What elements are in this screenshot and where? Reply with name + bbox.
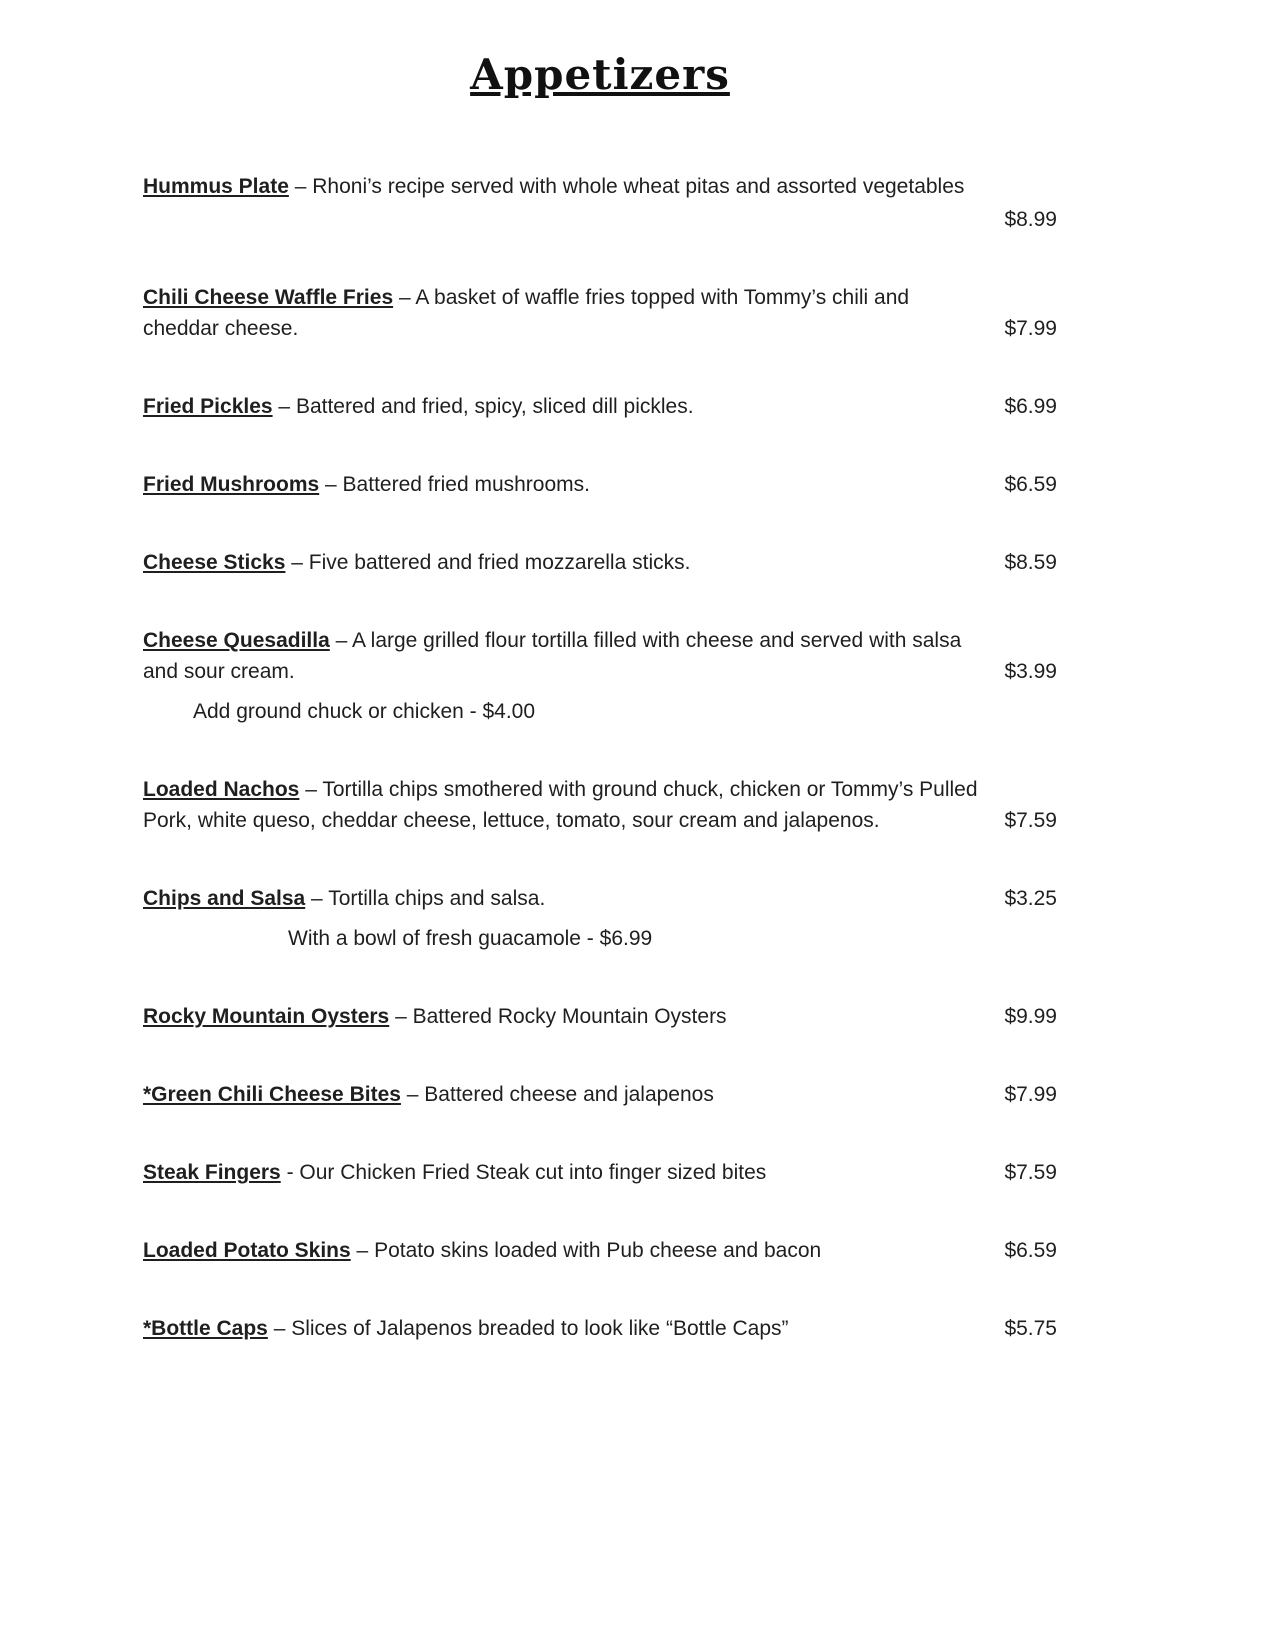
item-description: Battered and fried, spicy, sliced dill pickles. bbox=[295, 395, 694, 418]
item-description: Rhoni’s recipe served with whole wheat pitas and assorted vegetables bbox=[312, 175, 965, 198]
item-name: Rocky Mountain Oysters bbox=[143, 1005, 390, 1028]
item-name: Chips and Salsa bbox=[143, 887, 306, 910]
menu-item bbox=[143, 1079, 1057, 1110]
menu-item bbox=[143, 469, 1057, 500]
item-name: Cheese Quesadilla bbox=[143, 629, 330, 652]
item-price: $5.75 bbox=[1004, 1317, 1057, 1340]
page-title: Appetizers bbox=[470, 50, 730, 99]
menu-item bbox=[143, 1235, 1057, 1266]
item-name: Steak Fingers bbox=[143, 1161, 281, 1184]
item-text bbox=[143, 171, 1057, 202]
item-text bbox=[143, 1001, 993, 1032]
item-description: Five battered and fried mozzarella sticks. bbox=[308, 551, 691, 574]
item-name: Chili Cheese Waffle Fries bbox=[143, 286, 394, 309]
menu-item bbox=[143, 282, 1057, 344]
item-price: $3.99 bbox=[1004, 660, 1057, 683]
item-separator: – bbox=[305, 887, 329, 910]
item-text bbox=[143, 547, 993, 578]
item-name: Loaded Nachos bbox=[143, 778, 300, 801]
item-price: $7.99 bbox=[1004, 1083, 1057, 1106]
item-name: *Bottle Caps bbox=[143, 1317, 268, 1340]
item-name: Cheese Sticks bbox=[143, 551, 286, 574]
item-description: Battered Rocky Mountain Oysters bbox=[412, 1005, 727, 1028]
item-text bbox=[143, 625, 993, 687]
item-separator: – bbox=[288, 175, 313, 198]
item-text bbox=[143, 469, 993, 500]
item-description: A large grilled flour tortilla filled with cheese and served with salsa and sour cream. bbox=[143, 629, 962, 683]
item-description: A basket of waffle fries topped with Tommy’s chili and cheddar cheese. bbox=[143, 286, 910, 340]
item-separator: – bbox=[393, 286, 416, 309]
item-text bbox=[143, 883, 993, 914]
item-price: $6.99 bbox=[1004, 395, 1057, 418]
item-name: Fried Mushrooms bbox=[143, 473, 320, 496]
item-price: $9.99 bbox=[1004, 1005, 1057, 1028]
item-text bbox=[143, 391, 993, 422]
item-separator: – bbox=[285, 551, 309, 574]
item-description: Slices of Jalapenos breaded to look like “Bottle Caps” bbox=[291, 1317, 789, 1340]
item-text bbox=[143, 1313, 993, 1344]
menu-item bbox=[143, 883, 1057, 954]
menu-item bbox=[143, 391, 1057, 422]
item-separator: – bbox=[329, 629, 352, 652]
item-text bbox=[143, 282, 993, 344]
item-separator: – bbox=[267, 1317, 292, 1340]
item-note: Add ground chuck or chicken - $4.00 bbox=[193, 700, 536, 723]
item-price: $6.59 bbox=[1004, 1239, 1057, 1262]
item-separator: – bbox=[350, 1239, 375, 1262]
menu-item bbox=[143, 1313, 1057, 1344]
item-price: $7.59 bbox=[1004, 1161, 1057, 1184]
item-description: Battered fried mushrooms. bbox=[342, 473, 590, 496]
item-price: $7.59 bbox=[1004, 809, 1057, 832]
menu-item bbox=[143, 625, 1057, 727]
item-price: $6.59 bbox=[1004, 473, 1057, 496]
item-description: Tortilla chips smothered with ground chuck, chicken or Tommy’s Pulled Pork, white queso, cheddar cheese, lettuce, tomato, sour cream and jalapenos. bbox=[143, 778, 978, 832]
menu-item bbox=[143, 171, 1057, 235]
item-price: $8.99 bbox=[1004, 208, 1057, 231]
item-price: $3.25 bbox=[1004, 887, 1057, 910]
item-separator: - bbox=[280, 1161, 300, 1184]
item-description: Our Chicken Fried Steak cut into finger sized bites bbox=[299, 1161, 767, 1184]
item-description: Potato skins loaded with Pub cheese and bacon bbox=[374, 1239, 822, 1262]
item-separator: – bbox=[400, 1083, 425, 1106]
item-price: $8.59 bbox=[1004, 551, 1057, 574]
item-separator: – bbox=[389, 1005, 413, 1028]
item-name: *Green Chili Cheese Bites bbox=[143, 1083, 401, 1106]
item-name: Fried Pickles bbox=[143, 395, 273, 418]
item-note: With a bowl of fresh guacamole - $6.99 bbox=[288, 927, 653, 950]
item-text bbox=[143, 1157, 993, 1188]
item-text bbox=[143, 1079, 993, 1110]
item-description: Tortilla chips and salsa. bbox=[328, 887, 546, 910]
item-description: Battered cheese and jalapenos bbox=[424, 1083, 714, 1106]
menu-item bbox=[143, 1157, 1057, 1188]
item-name: Loaded Potato Skins bbox=[143, 1239, 351, 1262]
menu-item bbox=[143, 1001, 1057, 1032]
menu-item bbox=[143, 547, 1057, 578]
item-price: $7.99 bbox=[1004, 317, 1057, 340]
item-name: Hummus Plate bbox=[143, 175, 289, 198]
item-text bbox=[143, 1235, 993, 1266]
menu-item bbox=[143, 774, 1057, 836]
item-text bbox=[143, 774, 993, 836]
item-separator: – bbox=[272, 395, 296, 418]
item-separator: – bbox=[299, 778, 323, 801]
item-separator: – bbox=[319, 473, 343, 496]
